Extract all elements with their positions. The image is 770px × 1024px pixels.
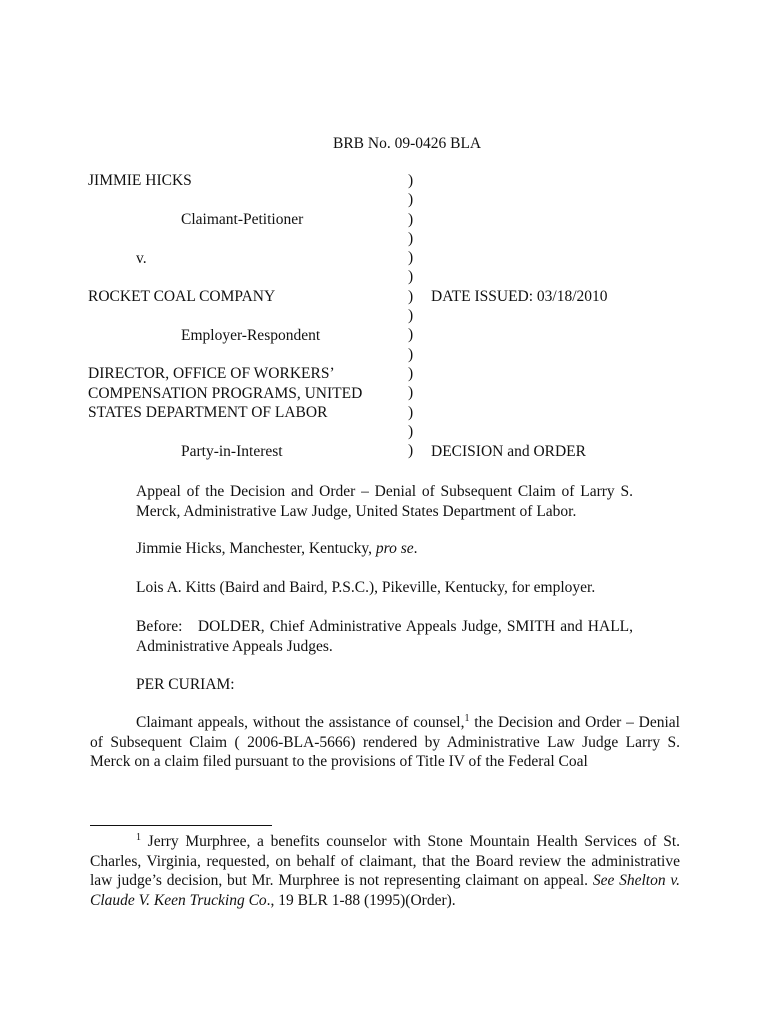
employer-name: ROCKET COAL COMPANY — [88, 288, 276, 305]
employer-role: Employer-Respondent — [181, 327, 321, 344]
director-role: Party-in-Interest — [181, 443, 283, 460]
appeal-statement: Appeal of the Decision and Order – Denial of Subsequent Claim of Larry S. Merck, Administrative Law Judge, United States Department of Labor. — [136, 483, 633, 520]
claimant-role: Claimant-Petitioner — [181, 211, 304, 228]
date-issued: DATE ISSUED: 03/18/2010 — [431, 288, 608, 305]
caption-parentheses — [408, 171, 413, 460]
paren: ) — [408, 287, 414, 305]
appearance-claimant: Jimmie Hicks, Manchester, Kentucky, pro se. — [136, 540, 418, 557]
paren: ) — [408, 172, 414, 189]
paren: ) — [408, 384, 414, 402]
appearance-employer: Lois A. Kitts (Baird and Baird, P.S.C.), Pikeville, Kentucky, for employer. — [136, 579, 596, 596]
paren: ) — [408, 403, 414, 421]
paren: ) — [408, 268, 414, 286]
versus: v. — [136, 250, 147, 267]
paren: ) — [408, 191, 414, 209]
per-curiam: PER CURIAM: — [136, 676, 235, 693]
docket-number: BRB No. 09-0426 BLA — [333, 135, 482, 152]
director-line-1: DIRECTOR, OFFICE OF WORKERS’ — [88, 365, 335, 382]
director-line-3: STATES DEPARTMENT OF LABOR — [88, 404, 328, 421]
paren: ) — [408, 364, 414, 382]
footnote-divider — [90, 825, 272, 826]
paren: ) — [408, 249, 414, 267]
paren: ) — [408, 326, 414, 344]
footnote-reference: 1 — [464, 712, 470, 724]
paren: ) — [408, 422, 414, 440]
footnote-mark: 1 — [136, 831, 141, 843]
paren: ) — [408, 442, 414, 460]
director-line-2: COMPENSATION PROGRAMS, UNITED — [88, 385, 363, 402]
claimant-name: JIMMIE HICKS — [88, 172, 192, 189]
paren: ) — [408, 210, 414, 228]
before-panel: Before: DOLDER, Chief Administrative Appeals Judge, SMITH and HALL, Administrative Appeals Judges. — [136, 618, 634, 655]
paren: ) — [408, 307, 414, 325]
paren: ) — [408, 229, 414, 247]
decision-title: DECISION and ORDER — [431, 443, 586, 460]
opinion-paragraph: Claimant appeals, without the assistance of counsel,$^1$ the Decision and Order – Denial of Subsequent Claim ( 2006-BLA-5666) rendered by Administrative Law Judge Larry S. Merck on a claim filed pursuant to the provisions of Title IV of the Federal Coal — [90, 712, 680, 770]
footnote: $^1$ Jerry Murphree, a benefits counselor with Stone Mountain Health Services of St. Charles, Virginia, requested, on behalf of claimant, that the Board review the administrative law judge’s decision, but Mr. Murphree is not representing claimant on appeal. See Shelton v. Claude V. Keen Trucking Co., 19 BLR 1-88 (1995)(Order). — [90, 831, 680, 909]
paren: ) — [408, 345, 414, 363]
